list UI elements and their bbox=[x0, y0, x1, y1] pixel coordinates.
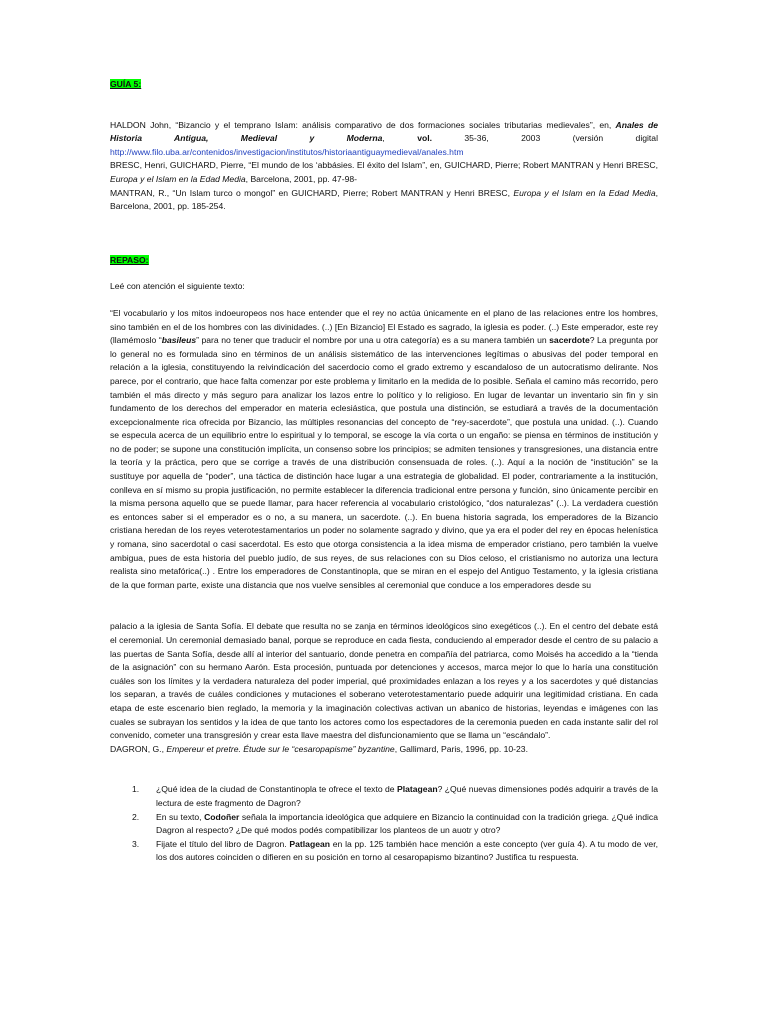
question-item: 1. ¿Qué idea de la ciudad de Constantinopla te ofrece el texto de Platagean? ¿Qué nuevas dimensiones podés adquirir a través de la lectura de este fragmento de Dagron? bbox=[132, 784, 658, 808]
citation-title: Empereur et pretre. Étude sur le “cesaropapisme” byzantine bbox=[166, 743, 395, 754]
reference-haldon: HALDON John, “Bizancio y el temprano Islam: análisis comparativo de dos formaciones sociales tributarias medievales”, en, Anales de Historia Antigua, Medieval y Moderna, vol. 35-36, 2003 (versión digital http://www.filo.uba.ar/contenidos/investigacion/institutos/historiaantiguaymedieval/anales.htm bbox=[110, 119, 658, 157]
term-sacerdote: sacerdote bbox=[549, 335, 590, 346]
repaso-intro: Leé con atención el siguiente texto: bbox=[110, 281, 245, 292]
book-title: Europa y el Islam en la Edad Media bbox=[110, 173, 246, 184]
quote-paragraph-2: palacio a la iglesia de Santa Sofía. El debate que resulta no se zanja en términos ideológicos sino exegéticos (..). En el centro del debate está el ceremonial. Un ceremonial demasiado banal, porque se reproduce en cada fiesta, conduciendo al emperador desde el centro de su palacio a las puertas de Santa Sofía, desde allí al interior del santuario, donde penetra en compañía del patriarca, como Moisés ha accedido a la “tienda de la asignación” con su hermano Aarón. Esta procesión, puntuada por detenciones y accesos, marca mejor lo que lo haría una constitución cuáles son los límites y la verdadera naturaleza del poder imperial, qué proximidades enlazan a los reyes y a los sacerdotes y qué distancias los separan, a través de cuáles condiciones y mutaciones el soberano veterotestamentario puede adquirir una legitimidad cristiana. En cada etapa de este escenario bien reglado, la memoria y la imaginación colectivas activan un abanico de historias, leyendas e imágenes con las cuales se subrayan los sentidos y la idea de que tanto los actores como los espectadores de la ceremonia pueden en cada instante salir del rol convenido, cometer una transgresión y crear esta llave maestra del disfuncionamiento que se llama un “escándalo”. bbox=[110, 621, 658, 741]
document-page bbox=[110, 78, 658, 865]
repaso-heading-label: REPASO: bbox=[110, 254, 149, 265]
repaso-heading bbox=[110, 254, 658, 268]
guia-heading-label: GUÍA 5: bbox=[110, 79, 142, 89]
term-basileus: basileus bbox=[161, 335, 197, 346]
journal-title: Anales de Historia Antigua, Medieval y Moderna bbox=[110, 119, 658, 144]
question-item: 2. En su texto, Codoñer señala la importancia ideológica que adquiere en Bizancio la continuidad con la tradición griega. ¿Qué indica Dagron al respecto? ¿De qué modos podés compatibilizar los planteos de un auotr y otro? bbox=[132, 811, 658, 836]
reference-link[interactable]: http://www.filo.uba.ar/contenidos/investigacion/institutos/historiaantiguaymedieval/anales.htm bbox=[110, 146, 464, 157]
book-title: Europa y el Islam en la Edad Media bbox=[513, 187, 656, 198]
question-number: 3. bbox=[132, 838, 140, 849]
question-item: 3. Fijate el título del libro de Dagron. Patlagean en la pp. 125 también hace mención a este concepto (ver guía 4). A tu modo de ver, los dos autores coinciden o difieren en su posición en torno al cesaropapismo bizantino? Justifica tu respuesta. bbox=[132, 838, 658, 863]
citation-dagron: DAGRON, G., Empereur et pretre. Étude sur le “cesaropapisme” byzantine, Gallimard, Paris, 1996, pp. 10-23. bbox=[110, 743, 528, 754]
quote-paragraph-1: “El vocabulario y los mitos indoeuropeos nos hace entender que el rey no actúa únicamente en el plano de las relaciones entre los hombres, sino también en el de los hombres con las divinidades. (..) [En Bizancio] El Estado es sagrado, la iglesia es poder. (..) Este emperador, este rey (llamémoslo “basileus” para no tener que traducir el nombre por una u otra categoría) es a su manera también un sacerdote? La pregunta por lo general no es formulada sino en términos de un análisis sistemático de las intervenciones legítimas o abusivas del poder temporal en relación a la iglesia, constituyendo la reivindicación del sacerdocio como el grado extremo y escandaloso de un autocratismo delirante. Nos parece, por el contrario, que hace falta comenzar por este problema y limitarlo en la medida de lo posible. Señala el camino más recorrido, pero también el más directo y más seguro para analizar los lazos entre lo político y lo religioso. En lugar de levantar un inventario sin fin y sin fundamento de los derechos del emperador en materia eclesiástica, que postula una distinción, se estudiará a través de la documentación excepcionalmente rica ofrecida por Bizancio, las múltiples resonancias del concepto de “rey-sacerdote”, que postula una unidad. (..). Cuando se especula acerca de un equilibrio entre lo espiritual y lo temporal, se escoge la vía corta o un engaño: se piensa en términos de institución y no de poder; se supone una constitución implícita, un consenso sobre los principios; se admiten tensiones y transgresiones, una distancia entre la teoría y la práctica, pero que se corrige a través de una distribución consensuada de roles. (..). Aquí a la noción de “institución” se la sustituye por aquella de “poder”, una táctica de distinción hace lugar a una estrategia de globalidad. El poder, contrariamente a la institución, conlleva en sí mismo su propia justificación, no permite establecer la diferencia tradicional entre persona y función, sino únicamente percibir en la misma persona aquello que se puede llamar, para hacer referencia al vocabulario cristológico, “dos naturalezas” (..). La verdadera cuestión es entonces saber si el emperador es o no, a su manera, un sacerdote. (..). En buena historia sagrada, los emperadores de la Bizancio cristiana heredan de los reyes veterotestamentarios un poder no solamente sagrado y divino, que ya era el poder del rey en épocas helenística y romana, sino sacerdotal o casi sacerdotal. Es esto que otorga consistencia a la idea misma de emperador cristiano, pero también la vuelve ambigua, pues de esta historia del pueblo judío, de sus reyes, de sus relaciones con su Dios celoso, el cristianismo no autoriza una lectura realista sino metafórica(..) . Entre los emperadores de Constantinopla, que se miran en el espejo del Antiguo Testamento, y la iglesia cristiana de la que forman parte, existe una distancia que nos vuelve sensibles al ceremonial que conduce a los emperadores desde su bbox=[110, 307, 658, 590]
question-number: 1. bbox=[132, 784, 140, 795]
reference-mantran: MANTRAN, R., “Un Islam turco o mongol” en GUICHARD, Pierre; Robert MANTRAN y Henri BRESC, Europa y el Islam en la Edad Media, Barcelona, 2001, pp. 185-254. bbox=[110, 187, 658, 212]
reference-bresc: BRESC, Henri, GUICHARD, Pierre, “El mundo de los ‘abbásies. El éxito del Islam”, en, GUICHARD, Pierre; Robert MANTRAN y Henri BRESC, Europa y el Islam en la Edad Media, Barcelona, 2001, pp. 47-98- bbox=[110, 160, 658, 184]
question-number: 2. bbox=[132, 811, 140, 822]
guia-heading bbox=[110, 78, 658, 92]
questions-list bbox=[110, 783, 658, 865]
